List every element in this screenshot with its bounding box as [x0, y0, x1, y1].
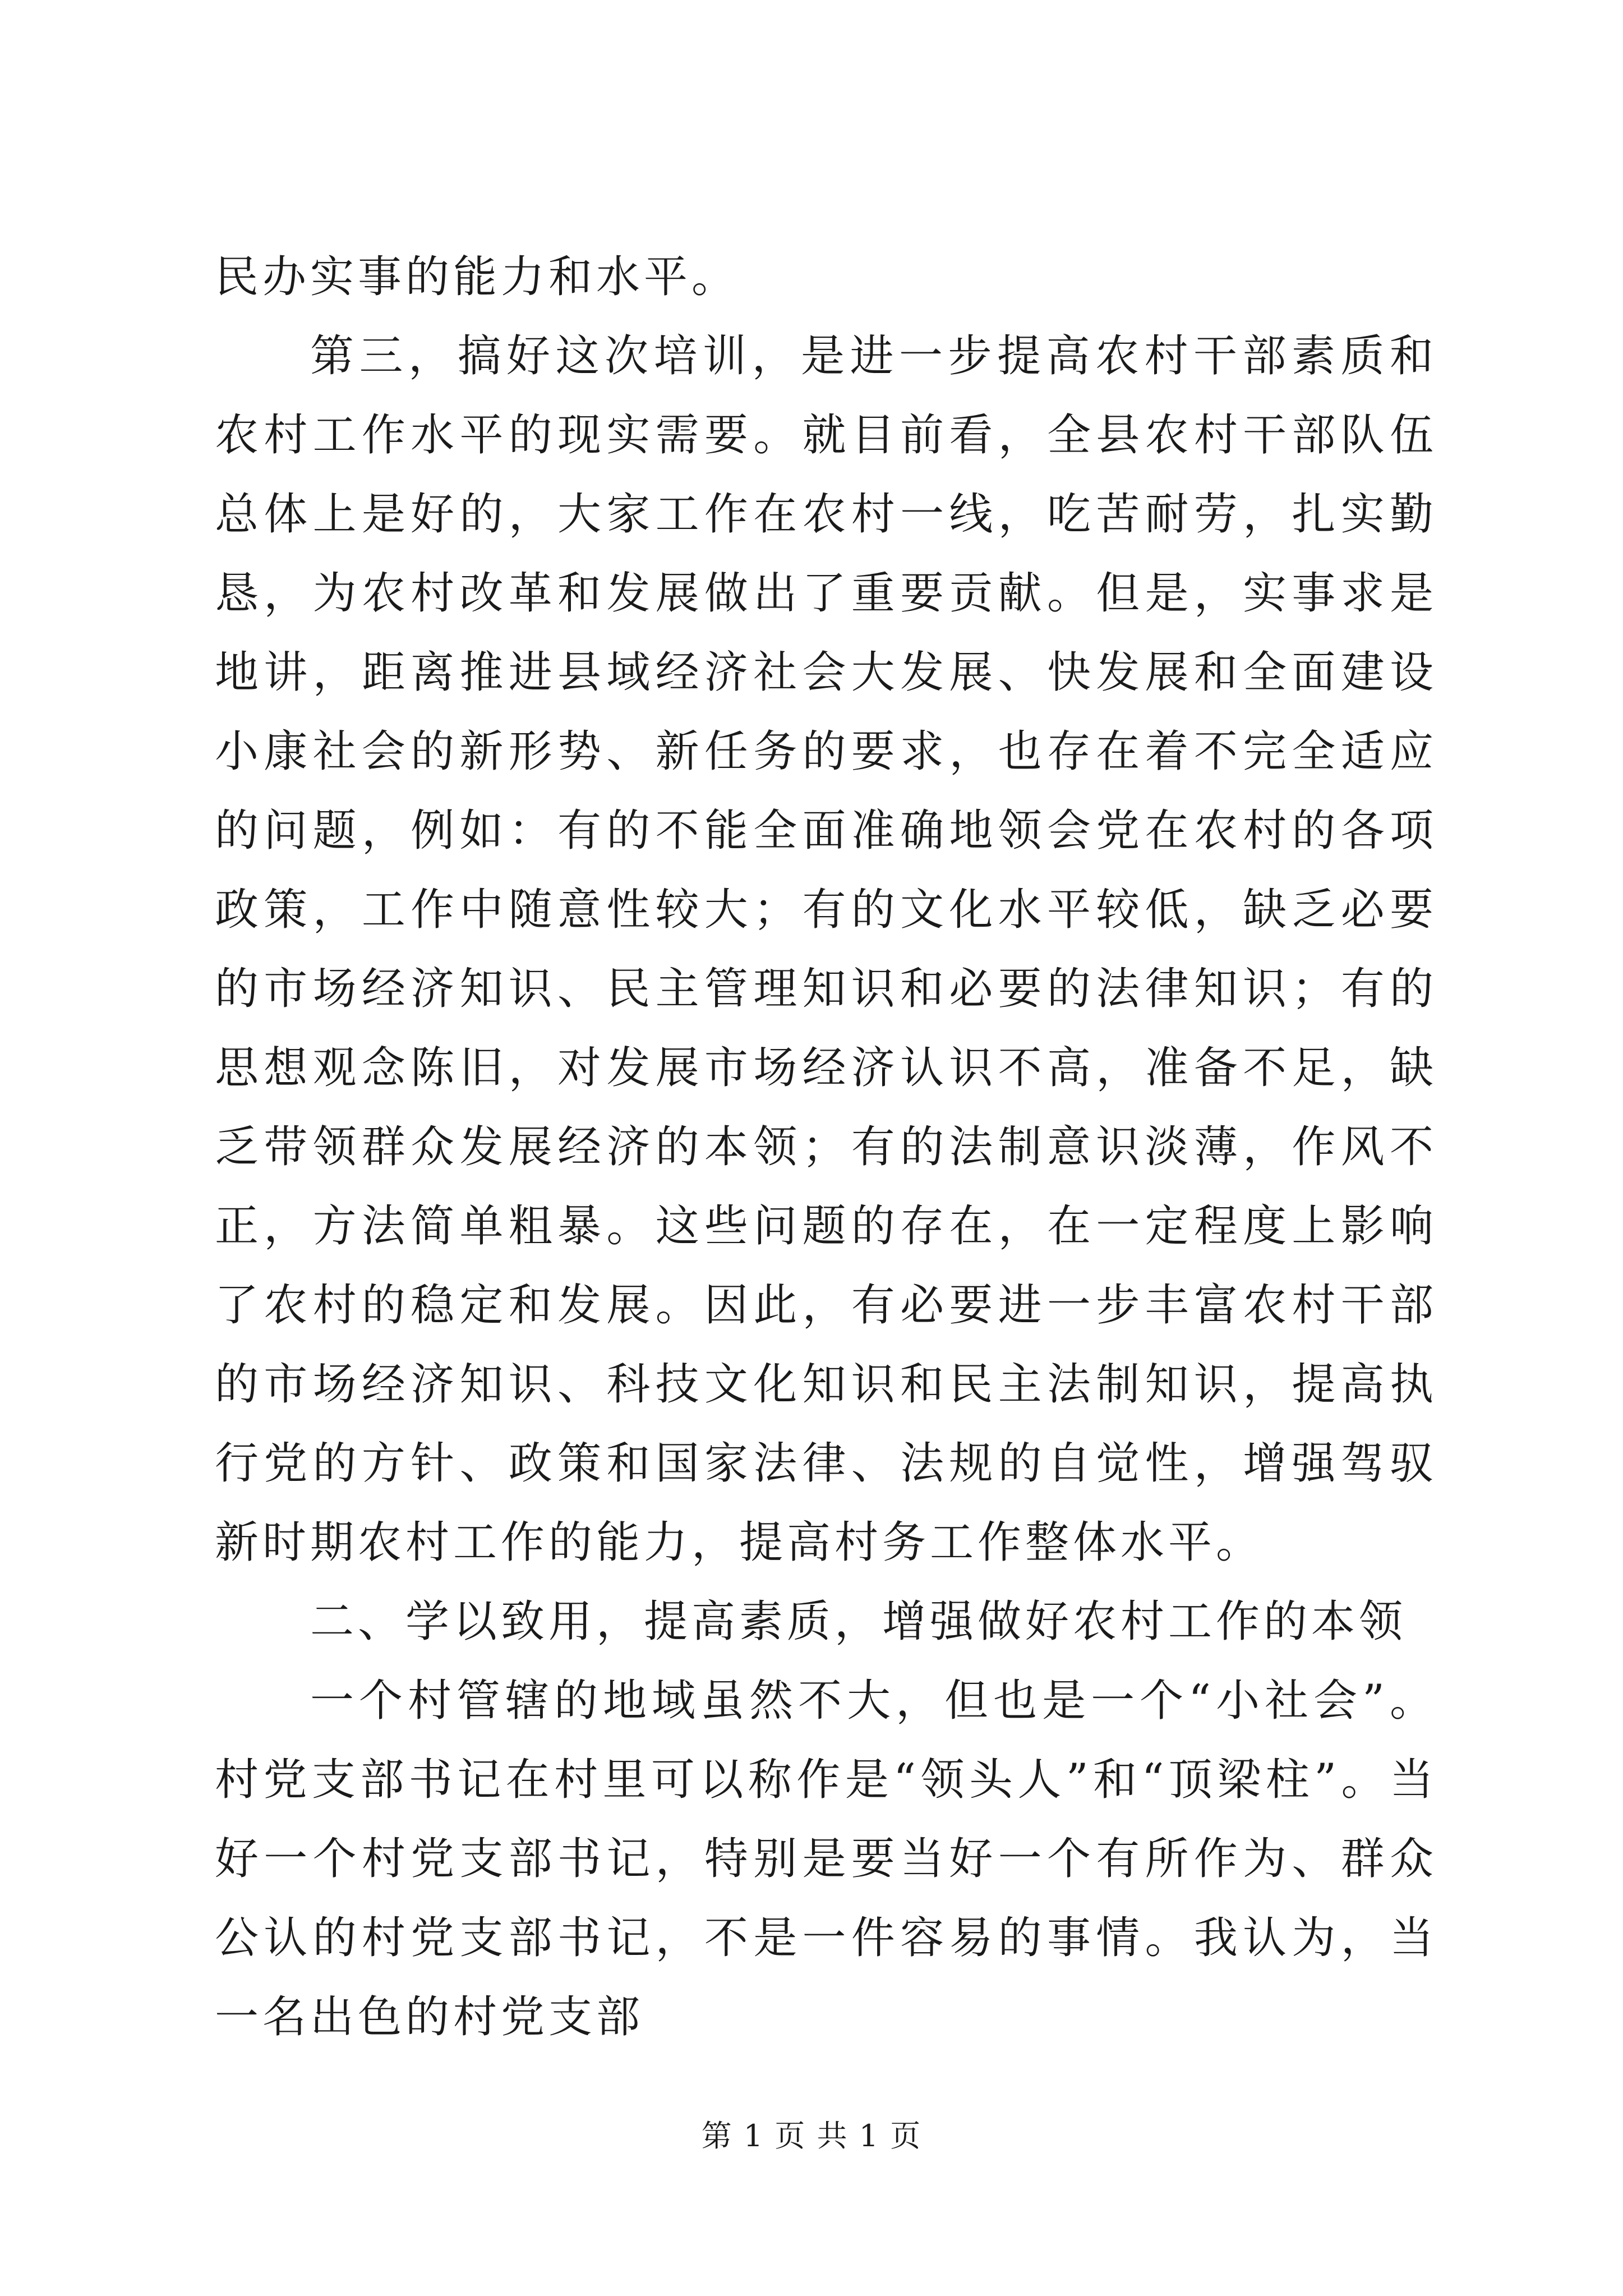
section-heading: 二、学以致用，提高素质，增强做好农村工作的本领	[310, 1596, 1407, 1647]
paragraph-continuation: 民办实事的能力和水平。	[215, 252, 740, 302]
document-body	[215, 238, 1437, 2057]
paragraph-village-secretary: 一个村管辖的地域虽然不大，但也是一个“小社会”。村党支部书记在村里可以称作是“领头人”和“顶梁柱”。当好一个村党支部书记，特别是要当好一个有所作为、群众公认的村党支部书记，不是一件容易的事情。我认为，当一名出色的村党支部	[215, 1676, 1437, 2042]
page-footer: 第 1 页 共 1 页	[701, 2118, 922, 2154]
paragraph-third-point: 第三，搞好这次培训，是进一步提高农村干部素质和农村工作水平的现实需要。就目前看，全县农村干部队伍总体上是好的，大家工作在农村一线，吃苦耐劳，扎实勤恳，为农村改革和发展做出了重要贡献。但是，实事求是地讲，距离推进县域经济社会大发展、快发展和全面建设小康社会的新形势、新任务的要求，也存在着不完全适应的问题，例如：有的不能全面准确地领会党在农村的各项政策，工作中随意性较大；有的文化水平较低，缺乏必要的市场经济知识、民主管理知识和必要的法律知识；有的思想观念陈旧，对发展市场经济认识不高，准备不足，缺乏带领群众发展经济的本领；有的法制意识淡薄，作风不正，方法简单粗暴。这些问题的存在，在一定程度上影响了农村的稳定和发展。因此，有必要进一步丰富农村干部的市场经济知识、科技文化知识和民主法制知识，提高执行党的方针、政策和国家法律、法规的自觉性，增强驾驭新时期农村工作的能力，提高村务工作整体水平。	[215, 331, 1437, 1568]
